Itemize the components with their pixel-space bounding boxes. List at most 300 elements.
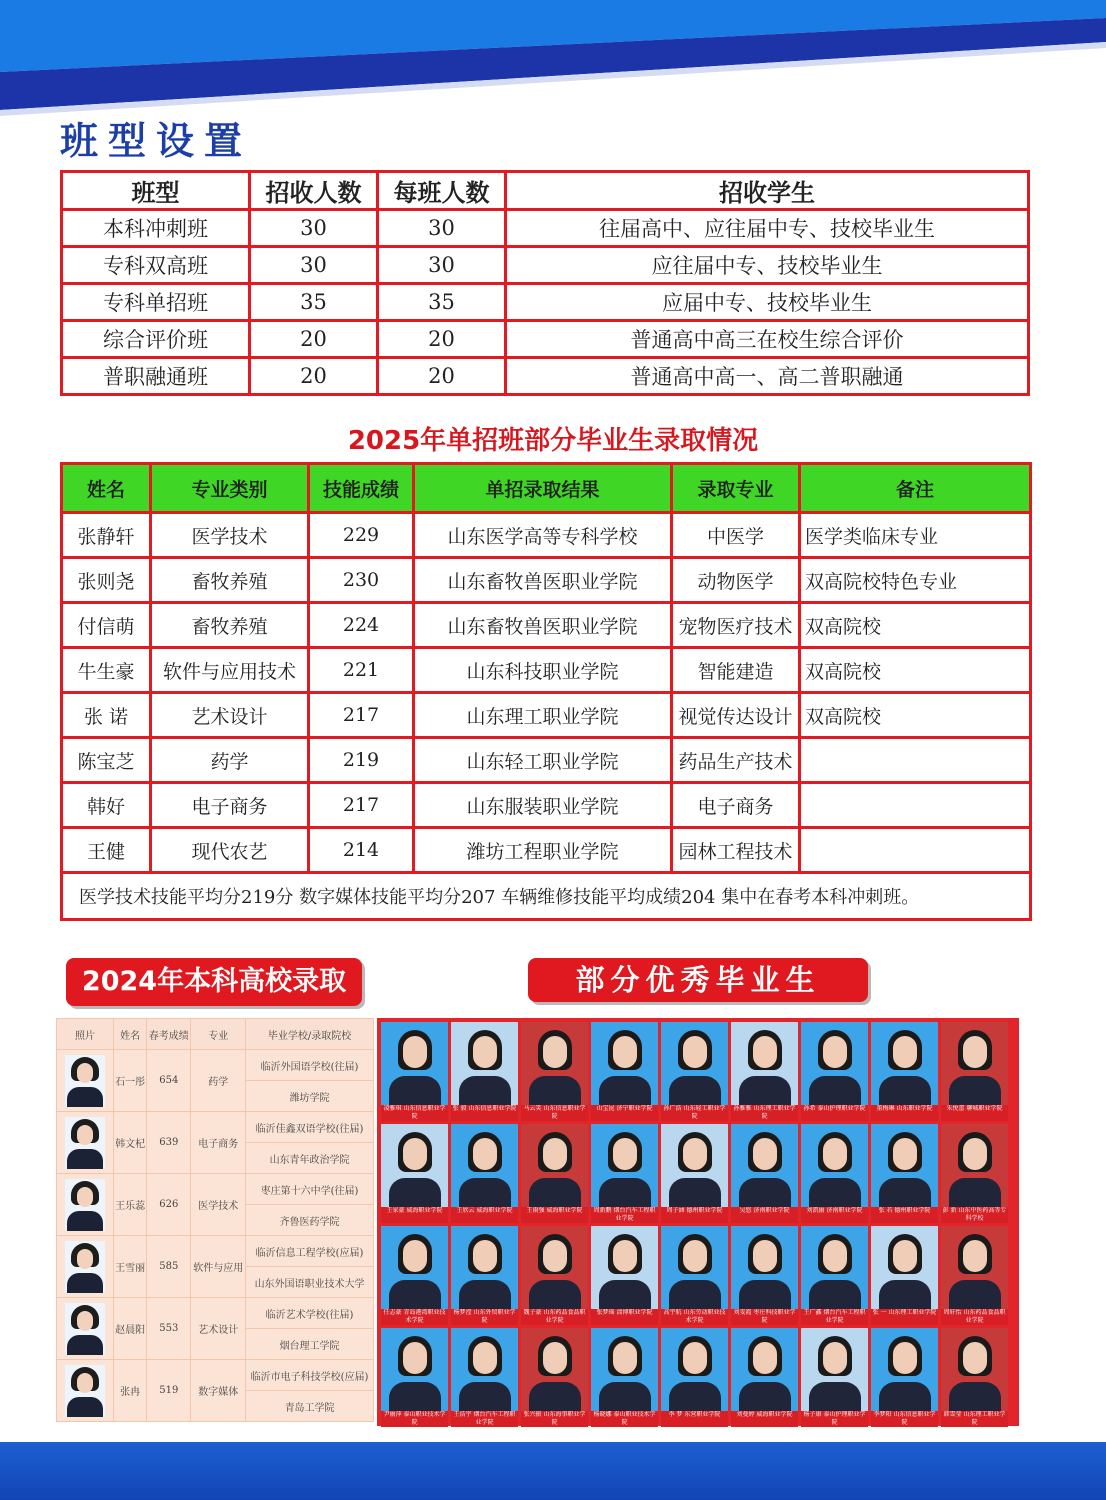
portrait-photo: [65, 1179, 105, 1231]
target-students-cell: 普通高中高三在校生综合评价: [507, 322, 1027, 356]
header-cell: 春考成绩: [147, 1019, 190, 1049]
target-students-cell: 应届中专、技校毕业生: [507, 285, 1027, 319]
portrait-face: [823, 1036, 847, 1068]
header-cell: 专业类别: [152, 465, 307, 511]
portrait-body: [599, 1178, 651, 1208]
portrait-photo: [65, 1303, 105, 1355]
table-header-row: [57, 1019, 373, 1049]
graduate-photo-card: [731, 1124, 798, 1223]
graduate-caption: 韩雪莹 山东理工职业学院: [941, 1411, 1008, 1427]
student-name-cell: 张则尧: [63, 559, 149, 601]
graduate-photo-card: [381, 1328, 448, 1427]
class-type-cell: 专科双高班: [63, 248, 248, 282]
target-students-cell: 应往届中专、技校毕业生: [507, 248, 1027, 282]
graduate-photo-wall: [377, 1018, 1019, 1426]
student-photo: [57, 1174, 113, 1235]
exam-score-cell: 553: [147, 1298, 190, 1359]
portrait-face: [893, 1342, 917, 1374]
portrait-body: [879, 1178, 931, 1208]
graduate-caption: 张 毅 山东信息职业学院: [451, 1105, 518, 1121]
graduate-caption: 王浩宇 烟台汽车工程职业学院: [451, 1411, 518, 1427]
admitted-major-cell: 中医学: [673, 514, 798, 556]
portrait-body: [809, 1076, 861, 1106]
table-row: [63, 359, 1027, 393]
class-setup-table: [60, 170, 1030, 396]
table-row: [63, 248, 1027, 282]
graduate-photo-card: [801, 1124, 868, 1223]
graduate-caption: 王家豪 威海职业学院: [381, 1207, 448, 1223]
portrait-body: [949, 1382, 1001, 1412]
table-row: [63, 649, 1029, 691]
major-category-cell: 医学技术: [152, 514, 307, 556]
portrait-body: [949, 1178, 1001, 1208]
graduate-photo-card: [731, 1022, 798, 1121]
table-row: [57, 1236, 373, 1266]
portrait-body: [389, 1382, 441, 1412]
header-cell: 姓名: [114, 1019, 146, 1049]
remark-cell: 双高院校: [801, 604, 1029, 646]
portrait-body: [459, 1280, 511, 1310]
class-type-cell: 本科冲刺班: [63, 211, 248, 245]
admitted-college-cell: 山东轻工职业学院: [415, 739, 670, 781]
class-type-cell: 专科单招班: [63, 285, 248, 319]
graduate-caption: 张兴振 山东海事职业学院: [521, 1411, 588, 1427]
portrait-body: [809, 1382, 861, 1412]
major-category-cell: 现代农艺: [152, 829, 307, 871]
class-type-cell: 普职融通班: [63, 359, 248, 393]
portrait-body: [529, 1280, 581, 1310]
graduated-school-cell: 临沂市电子科技学校(应届): [246, 1360, 373, 1390]
student-photo: [57, 1112, 113, 1173]
class-size-cell: 30: [379, 211, 504, 245]
graduate-caption: 杨梦滢 山东外贸职业学院: [451, 1309, 518, 1325]
table-row: [63, 559, 1029, 601]
exam-score-cell: 585: [147, 1236, 190, 1297]
enroll-count-cell: 20: [251, 359, 376, 393]
graduate-photo-card: [381, 1022, 448, 1121]
graduate-caption: 山宝昆 济宁职业学院: [591, 1105, 658, 1121]
graduated-school-cell: 临沂佳鑫双语学校(往届): [246, 1112, 373, 1142]
table-row: [63, 285, 1027, 319]
portrait-face: [543, 1036, 567, 1068]
exam-score-cell: 639: [147, 1112, 190, 1173]
graduate-caption: 高宇航 山东劳动职业技术学院: [661, 1309, 728, 1325]
portrait-body: [389, 1076, 441, 1106]
portrait-face: [753, 1036, 777, 1068]
skill-score-cell: 229: [310, 514, 412, 556]
portrait-face: [473, 1240, 497, 1272]
admitted-major-cell: 药品生产技术: [673, 739, 798, 781]
skill-score-cell: 230: [310, 559, 412, 601]
portrait-body: [879, 1382, 931, 1412]
header-cell: 专业: [191, 1019, 245, 1049]
portrait-body: [949, 1280, 1001, 1310]
enroll-count-cell: 20: [251, 322, 376, 356]
student-name-cell: 韩文杞: [114, 1112, 146, 1173]
student-photo: [57, 1298, 113, 1359]
graduated-school-cell: 临沂外国语学校(往届): [246, 1050, 373, 1080]
header-cell: 单招录取结果: [415, 465, 670, 511]
portrait-body: [529, 1076, 581, 1106]
portrait-face: [753, 1240, 777, 1272]
table-row: [63, 784, 1029, 826]
exam-score-cell: 626: [147, 1174, 190, 1235]
table-row: [63, 739, 1029, 781]
portrait-face: [893, 1138, 917, 1170]
major-category-cell: 艺术设计: [152, 694, 307, 736]
student-name-cell: 韩好: [63, 784, 149, 826]
portrait-face: [403, 1342, 427, 1374]
graduate-caption: 孙希 泰山护理职业学院: [801, 1105, 868, 1121]
portrait-body: [669, 1280, 721, 1310]
average-score-note: 医学技术技能平均分219分 数字媒体技能平均分207 车辆维修技能平均成绩204 集中在春考本科冲刺班。: [63, 874, 1029, 918]
major-category-cell: 药学: [152, 739, 307, 781]
student-name-cell: 牛生豪: [63, 649, 149, 691]
portrait-body: [459, 1382, 511, 1412]
graduate-caption: 王欣云 威海职业学院: [451, 1207, 518, 1223]
graduate-photo-card: [591, 1328, 658, 1427]
graduate-caption: 任志豪 青岛港湾职业技术学院: [381, 1309, 448, 1325]
graduate-caption: 孙广浩 山东轻工职业学院: [661, 1105, 728, 1121]
major-cell: 数字媒体: [191, 1360, 245, 1421]
admitted-college-cell: 山东理工职业学院: [415, 694, 670, 736]
portrait-body: [739, 1178, 791, 1208]
graduate-caption: 马云笑 山东信息职业学院: [521, 1105, 588, 1121]
student-name-cell: 王雪丽: [114, 1236, 146, 1297]
major-cell: 药学: [191, 1050, 245, 1111]
skill-score-cell: 221: [310, 649, 412, 691]
portrait-face: [403, 1138, 427, 1170]
portrait-face: [613, 1138, 637, 1170]
class-size-cell: 35: [379, 285, 504, 319]
portrait-body: [809, 1280, 861, 1310]
graduate-photo-card: [801, 1226, 868, 1325]
graduate-photo-card: [381, 1124, 448, 1223]
admitted-college-cell: 山东畜牧兽医职业学院: [415, 559, 670, 601]
table-footer-row: [63, 874, 1029, 918]
graduate-photo-card: [661, 1328, 728, 1427]
header-cell: 招收人数: [251, 173, 376, 208]
class-size-cell: 30: [379, 248, 504, 282]
table-row: [57, 1298, 373, 1328]
portrait-body: [669, 1076, 721, 1106]
graduate-caption: 孙雅雅 山东理工职业学院: [731, 1105, 798, 1121]
header-cell: 招收学生: [507, 173, 1027, 208]
exam-score-cell: 519: [147, 1360, 190, 1421]
portrait-face: [543, 1240, 567, 1272]
portrait-face: [963, 1138, 987, 1170]
portrait-body: [599, 1280, 651, 1310]
portrait-face: [893, 1036, 917, 1068]
top-decorative-band: [0, 0, 1106, 120]
admitted-college-cell: 山东科技职业学院: [415, 649, 670, 691]
header-cell: 技能成绩: [310, 465, 412, 511]
admitted-college-cell: 青岛工学院: [246, 1391, 373, 1421]
header-cell: 班型: [63, 173, 248, 208]
portrait-body: [459, 1178, 511, 1208]
admitted-college-cell: 山东服装职业学院: [415, 784, 670, 826]
graduate-caption: 朱悦蕾 聊城职业学院: [941, 1105, 1008, 1121]
remark-cell: 双高院校: [801, 694, 1029, 736]
admitted-major-cell: 宠物医疗技术: [673, 604, 798, 646]
portrait-body: [949, 1076, 1001, 1106]
graduate-caption: 周子涵 德州职业学院: [661, 1207, 728, 1223]
graduate-caption: 魏子豪 山东药品食品职业学院: [521, 1309, 588, 1325]
portrait-photo: [65, 1117, 105, 1169]
portrait-photo: [65, 1365, 105, 1417]
portrait-body: [529, 1178, 581, 1208]
portrait-body: [669, 1382, 721, 1412]
skill-score-cell: 217: [310, 784, 412, 826]
table-row: [57, 1360, 373, 1390]
graduate-caption: 董梅琳 山东职业学院: [871, 1105, 938, 1121]
table-row: [57, 1112, 373, 1142]
graduate-photo-card: [521, 1022, 588, 1121]
table-header-row: [63, 465, 1029, 511]
graduate-photo-grid: [381, 1022, 1008, 1427]
graduate-photo-card: [661, 1022, 728, 1121]
graduate-photo-card: [451, 1226, 518, 1325]
portrait-body: [669, 1178, 721, 1208]
student-photo: [57, 1360, 113, 1421]
skill-score-cell: 224: [310, 604, 412, 646]
portrait-face: [403, 1036, 427, 1068]
table-row: [63, 322, 1027, 356]
student-name-cell: 张 诺: [63, 694, 149, 736]
header-cell: 每班人数: [379, 173, 504, 208]
table-row: [63, 694, 1029, 736]
portrait-body: [599, 1076, 651, 1106]
graduate-photo-card: [801, 1328, 868, 1427]
table-row: [63, 514, 1029, 556]
portrait-face: [613, 1036, 637, 1068]
portrait-body: [739, 1076, 791, 1106]
remark-cell: 双高院校: [801, 649, 1029, 691]
graduated-school-cell: 枣庄第十六中学(往届): [246, 1174, 373, 1204]
portrait-face: [753, 1138, 777, 1170]
graduate-caption: 张 若 德州职业学院: [871, 1207, 938, 1223]
portrait-body: [739, 1382, 791, 1412]
enroll-count-cell: 35: [251, 285, 376, 319]
graduate-caption: 彭 新 山东中医药高等专科学校: [942, 1207, 1007, 1222]
graduate-caption: 凌雅琪 山东信息职业学院: [381, 1105, 448, 1121]
admitted-major-cell: 园林工程技术: [673, 829, 798, 871]
skill-score-cell: 214: [310, 829, 412, 871]
bottom-decorative-band: [0, 1442, 1106, 1500]
graduate-caption: 刘凯丽 济南职业学院: [801, 1207, 868, 1223]
section-title: 班型设置: [60, 119, 253, 163]
portrait-body: [529, 1382, 581, 1412]
student-photo: [57, 1050, 113, 1111]
graduate-photo-card: [381, 1226, 448, 1325]
portrait-body: [879, 1280, 931, 1310]
graduate-caption: 李 梦 东营职业学院: [661, 1411, 728, 1427]
table-row: [63, 829, 1029, 871]
portrait-body: [459, 1076, 511, 1106]
graduate-caption: 刘曼婷 威海职业学院: [731, 1411, 798, 1427]
portrait-face: [613, 1240, 637, 1272]
portrait-body: [809, 1178, 861, 1208]
skill-score-cell: 217: [310, 694, 412, 736]
portrait-body: [599, 1382, 651, 1412]
portrait-face: [473, 1036, 497, 1068]
graduate-photo-card: [591, 1226, 658, 1325]
admission-table: [60, 462, 1032, 921]
portrait-body: [389, 1280, 441, 1310]
remark-cell: [801, 739, 1029, 781]
graduate-photo-card: [871, 1022, 938, 1121]
student-name-cell: 张静轩: [63, 514, 149, 556]
portrait-face: [683, 1342, 707, 1374]
header-cell: 备注: [801, 465, 1029, 511]
graduate-caption: 刘雯霞 枣庄科技职业学院: [731, 1309, 798, 1325]
student-name-cell: 付信萌: [63, 604, 149, 646]
header-cell: 录取专业: [673, 465, 798, 511]
graduate-caption: 杨晓娜 泰山职业技术学院: [591, 1411, 658, 1427]
portrait-face: [683, 1138, 707, 1170]
table-header-row: [63, 173, 1027, 208]
portrait-body: [879, 1076, 931, 1106]
student-name-cell: 王健: [63, 829, 149, 871]
target-students-cell: 普通高中高一、高二普职融通: [507, 359, 1027, 393]
graduate-caption: 杨子康 泰山护理职业学院: [801, 1411, 868, 1427]
graduate-photo-card: [521, 1124, 588, 1223]
admission-title: 2025年单招班部分毕业生录取情况: [347, 426, 759, 456]
header-cell: 照片: [57, 1019, 113, 1049]
portrait-face: [823, 1342, 847, 1374]
undergrad-2024-banner: 2024年本科高校录取: [66, 958, 362, 1006]
outstanding-graduates-banner: 部分优秀毕业生: [528, 958, 868, 1002]
major-category-cell: 软件与应用技术: [152, 649, 307, 691]
major-cell: 艺术设计: [191, 1298, 245, 1359]
graduated-school-cell: 临沂艺术学校(往届): [246, 1298, 373, 1328]
student-name-cell: 赵晨阳: [114, 1298, 146, 1359]
portrait-face: [683, 1036, 707, 1068]
class-size-cell: 20: [379, 359, 504, 393]
portrait-body: [389, 1178, 441, 1208]
graduate-photo-card: [521, 1328, 588, 1427]
graduate-photo-card: [941, 1124, 1008, 1223]
portrait-face: [893, 1240, 917, 1272]
graduate-caption: 张 一 山东理工职业学院: [871, 1309, 938, 1325]
admitted-major-cell: 智能建造: [673, 649, 798, 691]
admitted-college-cell: 山东青年政治学院: [246, 1143, 373, 1173]
portrait-face: [823, 1138, 847, 1170]
portrait-face: [613, 1342, 637, 1374]
portrait-face: [823, 1240, 847, 1272]
portrait-face: [753, 1342, 777, 1374]
student-photo: [57, 1236, 113, 1297]
graduate-photo-card: [451, 1022, 518, 1121]
graduate-caption: 吴悠 济南职业学院: [731, 1207, 798, 1223]
remark-cell: [801, 829, 1029, 871]
graduate-caption: 张梦瑶 淄博职业学院: [591, 1309, 658, 1325]
graduate-photo-card: [451, 1328, 518, 1427]
remark-cell: 医学类临床专业: [801, 514, 1029, 556]
skill-score-cell: 219: [310, 739, 412, 781]
graduate-caption: 王雨强 威海职业学院: [521, 1207, 588, 1223]
portrait-face: [963, 1240, 987, 1272]
graduate-photo-card: [591, 1124, 658, 1223]
admitted-college-cell: 齐鲁医药学院: [246, 1205, 373, 1235]
portrait-face: [473, 1342, 497, 1374]
portrait-face: [543, 1342, 567, 1374]
portrait-body: [739, 1280, 791, 1310]
graduate-caption: 周新鹏 烟台汽车工程职业学院: [591, 1207, 658, 1223]
major-category-cell: 畜牧养殖: [152, 604, 307, 646]
graduate-photo-card: [941, 1226, 1008, 1325]
graduate-photo-card: [731, 1328, 798, 1427]
admitted-major-cell: 视觉传达设计: [673, 694, 798, 736]
graduate-caption: 周轩怡 山东药品食品职业学院: [941, 1309, 1008, 1325]
graduate-photo-card: [871, 1124, 938, 1223]
student-name-cell: 陈宝芝: [63, 739, 149, 781]
admitted-college-cell: 烟台理工学院: [246, 1329, 373, 1359]
graduate-photo-card: [451, 1124, 518, 1223]
class-type-cell: 综合评价班: [63, 322, 248, 356]
admitted-college-cell: 潍坊学院: [246, 1081, 373, 1111]
portrait-face: [963, 1036, 987, 1068]
table-row: [63, 604, 1029, 646]
graduate-caption: 王广鑫 烟台汽车工程职业学院: [801, 1309, 868, 1325]
graduate-photo-card: [871, 1328, 938, 1427]
graduate-photo-card: [661, 1124, 728, 1223]
graduate-photo-card: [941, 1328, 1008, 1427]
graduate-photo-card: [941, 1022, 1008, 1121]
admitted-major-cell: 动物医学: [673, 559, 798, 601]
admitted-college-cell: 潍坊工程职业学院: [415, 829, 670, 871]
exam-score-cell: 654: [147, 1050, 190, 1111]
portrait-face: [543, 1138, 567, 1170]
graduate-photo-card: [871, 1226, 938, 1325]
target-students-cell: 往届高中、应往届中专、技校毕业生: [507, 211, 1027, 245]
graduate-photo-card: [801, 1022, 868, 1121]
student-name-cell: 石一彤: [114, 1050, 146, 1111]
portrait-face: [403, 1240, 427, 1272]
admitted-college-cell: 山东畜牧兽医职业学院: [415, 604, 670, 646]
student-name-cell: 王乐蕊: [114, 1174, 146, 1235]
table-row: [63, 211, 1027, 245]
major-cell: 医学技术: [191, 1174, 245, 1235]
table-row: [57, 1174, 373, 1204]
graduate-photo-card: [661, 1226, 728, 1325]
portrait-photo: [65, 1055, 105, 1107]
major-category-cell: 电子商务: [152, 784, 307, 826]
table-row: [57, 1050, 373, 1080]
admitted-college-cell: 山东外国语职业技术大学: [246, 1267, 373, 1297]
graduate-photo-card: [591, 1022, 658, 1121]
graduate-caption: 李梦阳 山东信息职业学院: [871, 1411, 938, 1427]
graduate-photo-card: [521, 1226, 588, 1325]
portrait-photo: [65, 1241, 105, 1293]
graduate-caption: 尹丽萍 泰山职业技术学院: [381, 1411, 448, 1427]
graduate-photo-card: [731, 1226, 798, 1325]
graduated-school-cell: 临沂信息工程学校(应届): [246, 1236, 373, 1266]
enroll-count-cell: 30: [251, 211, 376, 245]
admitted-major-cell: 电子商务: [673, 784, 798, 826]
header-cell: 姓名: [63, 465, 149, 511]
student-name-cell: 张冉: [114, 1360, 146, 1421]
portrait-face: [473, 1138, 497, 1170]
header-cell: 毕业学校/录取院校: [246, 1019, 373, 1049]
remark-cell: [801, 784, 1029, 826]
portrait-face: [963, 1342, 987, 1374]
remark-cell: 双高院校特色专业: [801, 559, 1029, 601]
enroll-count-cell: 30: [251, 248, 376, 282]
undergrad-admission-table: [56, 1018, 374, 1422]
major-category-cell: 畜牧养殖: [152, 559, 307, 601]
portrait-face: [683, 1240, 707, 1272]
